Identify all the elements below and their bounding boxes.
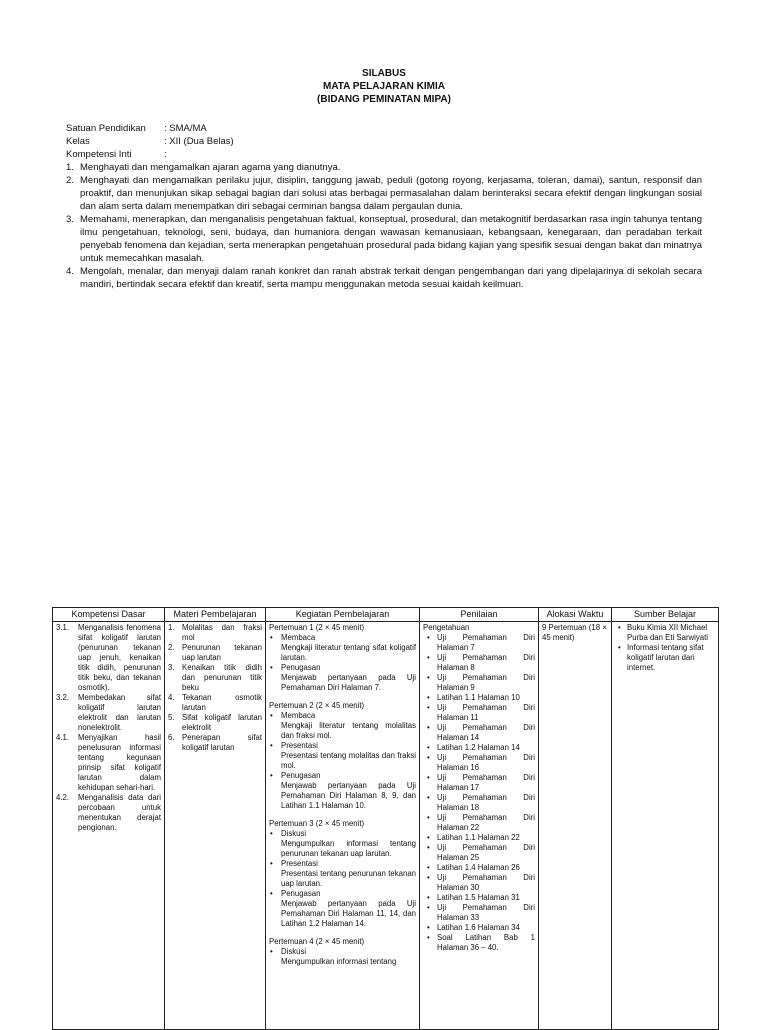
penilaian-item [423, 703, 535, 723]
pertemuan-block [269, 623, 416, 693]
activity-item [269, 633, 416, 643]
bullet-icon: • [427, 813, 430, 822]
penilaian-item [423, 793, 535, 813]
activity-item [269, 741, 416, 751]
sumber-text: Informasi tentang sifat koligatif larutan dari internet. [627, 643, 704, 672]
penilaian-text: Latihan 1.1 Halaman 22 [437, 833, 520, 842]
kd-number: 3.1. [56, 623, 70, 632]
materi-item [168, 733, 262, 753]
kd-number: 4.1. [56, 733, 70, 742]
penilaian-text: Uji Pemahaman Diri Halaman 16 [437, 753, 535, 772]
meta-satuan-value: : SMA/MA [164, 123, 207, 134]
activity-item [269, 771, 416, 781]
activity-name: Membaca [281, 711, 316, 720]
materi-item [168, 663, 262, 693]
bullet-icon: • [270, 889, 273, 898]
penilaian-text: Uji Pemahaman Diri Halaman 7 [437, 633, 535, 652]
penilaian-item [423, 833, 535, 843]
activity-name: Presentasi [281, 859, 318, 868]
penilaian-item [423, 843, 535, 863]
bullet-icon: • [427, 873, 430, 882]
penilaian-text: Latihan 1.5 Halaman 31 [437, 893, 520, 902]
materi-text: Kenaikan titik didih dan penurunan titik beku [182, 663, 262, 692]
bullet-icon: • [618, 643, 621, 652]
penilaian-text: Uji Pemahaman Diri Halaman 9 [437, 673, 535, 692]
bullet-icon: • [427, 903, 430, 912]
bullet-icon: • [270, 859, 273, 868]
penilaian-item [423, 813, 535, 833]
col-header: Materi Pembelajaran [165, 608, 266, 622]
cell-sumber [612, 622, 719, 1030]
kd-text: Menganalisis data dari percobaan untuk menentukan derajat pengionan. [78, 793, 161, 832]
pertemuan-title: Pertemuan 4 (2 × 45 menit) [269, 937, 365, 946]
penilaian-item [423, 923, 535, 933]
penilaian-item [423, 673, 535, 693]
meta-ki-label: Kompetensi Inti [66, 149, 132, 160]
penilaian-text: Latihan 1.2 Halaman 14 [437, 743, 520, 752]
kd-text: Menganalisis fenomena sifat koligatif larutan (penurunan tekanan uap jenuh, kenaikan titik didih, penurunan titik beku, dan tekanan osmotik). [78, 623, 161, 692]
silabus-table [52, 607, 719, 1030]
penilaian-text: Uji Pemahaman Diri Halaman 8 [437, 653, 535, 672]
penilaian-item [423, 693, 535, 703]
kd-number: 3.2. [56, 693, 70, 702]
activity-desc: Mengkaji literatur tentang sifat koligatif larutan. [281, 643, 416, 662]
bullet-icon: • [427, 893, 430, 902]
sumber-item [615, 623, 715, 643]
activity-desc: Menjawab pertanyaan pada Uji Pemahaman Diri Halaman 7. [281, 673, 416, 692]
col-header: Alokasi Waktu [539, 608, 612, 622]
table-header-row [53, 608, 719, 622]
table-row [53, 622, 719, 1030]
pertemuan-title: Pertemuan 1 (2 × 45 menit) [269, 623, 365, 632]
kd-item [56, 693, 161, 733]
penilaian-text: Uji Pemahaman Diri Halaman 14 [437, 723, 535, 742]
materi-text: Penurunan tekanan uap larutan [182, 643, 262, 662]
materi-item [168, 713, 262, 733]
activity-item [269, 663, 416, 673]
meta-satuan [66, 123, 207, 134]
penilaian-text: Uji Pemahaman Diri Halaman 30 [437, 873, 535, 892]
penilaian-item [423, 863, 535, 873]
meta-satuan-label: Satuan Pendidikan [66, 123, 146, 134]
cell-penilaian [420, 622, 539, 1030]
penilaian-text: Uji Pemahaman Diri Halaman 18 [437, 793, 535, 812]
bullet-icon: • [427, 723, 430, 732]
penilaian-text: Soal Latihan Bab 1 Halaman 36 – 40. [437, 933, 535, 952]
penilaian-text: Latihan 1.4 Halaman 26 [437, 863, 520, 872]
meta-kelas [66, 136, 234, 147]
pertemuan-title: Pertemuan 3 (2 × 45 menit) [269, 819, 365, 828]
bullet-icon: • [427, 653, 430, 662]
materi-number: 2. [168, 643, 175, 652]
bullet-icon: • [270, 947, 273, 956]
materi-number: 6. [168, 733, 175, 742]
meta-ki [66, 149, 167, 160]
penilaian-item [423, 743, 535, 753]
col-header: Penilaian [420, 608, 539, 622]
penilaian-heading: Pengetahuan [423, 623, 470, 632]
materi-number: 4. [168, 693, 175, 702]
materi-text: Molalitas dan fraksi mol [182, 623, 262, 642]
penilaian-text: Uji Pemahaman Diri Halaman 22 [437, 813, 535, 832]
penilaian-text: Uji Pemahaman Diri Halaman 11 [437, 703, 535, 722]
penilaian-item [423, 773, 535, 793]
materi-item [168, 693, 262, 713]
bullet-icon: • [427, 843, 430, 852]
doc-subtitle: MATA PELAJARAN KIMIA [322, 81, 446, 92]
penilaian-item [423, 723, 535, 743]
pertemuan-block [269, 937, 416, 967]
materi-text: Sifat koligatif larutan elektrolit [182, 713, 262, 732]
cell-alokasi [539, 622, 612, 1030]
cell-kompetensi-dasar [53, 622, 165, 1030]
bullet-icon: • [427, 753, 430, 762]
bullet-icon: • [427, 743, 430, 752]
materi-text: Penerapan sifat koligatif larutan [182, 733, 262, 752]
activity-item [269, 889, 416, 899]
penilaian-text: Uji Pemahaman Diri Halaman 17 [437, 773, 535, 792]
bullet-icon: • [270, 633, 273, 642]
bullet-icon: • [427, 693, 430, 702]
penilaian-text: Uji Pemahaman Diri Halaman 25 [437, 843, 535, 862]
ki-item: 3. Memahami, menerapkan, dan menganalisis pengetahuan faktual, konseptual, prosedural, dan metakognitif berdasarkan rasa ingin tahunya tentang ilmu pengetahuan, teknologi, seni, budaya, dan humaniora dengan wawasan kemanusiaan, kebangsaan, kenegaraan, dan peradaban terkait penyebab fenomena dan kejadian, serta menerapkan pengetahuan prosedural pada bidang kajian yang spesifik sesuai dengan bakat dan minatnya untuk memecahkan masalah. [66, 214, 702, 264]
activity-item [269, 711, 416, 721]
activity-desc: Mengkaji literatur tentang molalitas dan fraksi mol. [281, 721, 416, 740]
kd-text: Membedakan sifat koligatif larutan elektrolit dan larutan nonelektrolit. [78, 693, 161, 732]
bullet-icon: • [270, 829, 273, 838]
materi-number: 3. [168, 663, 175, 672]
materi-number: 5. [168, 713, 175, 722]
ki-item: 1. Menghayati dan mengamalkan ajaran agama yang dianutnya. [66, 162, 341, 173]
penilaian-item [423, 873, 535, 893]
bullet-icon: • [427, 863, 430, 872]
bullet-icon: • [427, 793, 430, 802]
bullet-icon: • [427, 933, 430, 942]
bullet-icon: • [427, 633, 430, 642]
cell-materi [165, 622, 266, 1030]
col-header: Kegiatan Pembelajaran [266, 608, 420, 622]
materi-item [168, 643, 262, 663]
bullet-icon: • [427, 923, 430, 932]
activity-desc: Menjawab pertanyaan pada Uji Pemahaman Diri Halaman 11, 14, dan Latihan 1.2 Halaman 14. [281, 899, 416, 928]
activity-desc: Menjawab pertanyaan pada Uji Pemahaman Diri Halaman 8, 9, dan Latihan 1.1 Halaman 10. [281, 781, 416, 810]
materi-number: 1. [168, 623, 175, 632]
meta-ki-value: : [164, 149, 167, 160]
activity-name: Membaca [281, 633, 316, 642]
penilaian-text: Latihan 1.1 Halaman 10 [437, 693, 520, 702]
activity-desc: Presentasi tentang molalitas dan fraksi mol. [281, 751, 416, 770]
col-header: Kompetensi Dasar [53, 608, 165, 622]
activity-name: Diskusi [281, 947, 307, 956]
activity-item [269, 947, 416, 957]
pertemuan-title: Pertemuan 2 (2 × 45 menit) [269, 701, 365, 710]
activity-desc: Presentasi tentang penurunan tekanan uap larutan. [281, 869, 416, 888]
penilaian-item [423, 893, 535, 903]
bullet-icon: • [427, 773, 430, 782]
penilaian-item [423, 903, 535, 923]
sumber-text: Buku Kimia XII Michael Purba dan Eti Sarwiyati [627, 623, 709, 642]
bullet-icon: • [270, 771, 273, 780]
ki-item: 4. Mengolah, menalar, dan menyaji dalam ranah konkret dan ranah abstrak terkait dengan pengembangan dari yang dipelajarinya di sekolah secara mandiri, bertindak secara efektif dan kreatif, serta mampu menggunakan metoda sesuai kaidah keilmuan. [66, 266, 702, 290]
materi-item [168, 623, 262, 643]
meta-kelas-value: : XII (Dua Belas) [164, 136, 234, 147]
activity-name: Penugasan [281, 889, 321, 898]
penilaian-item [423, 633, 535, 653]
kd-item [56, 793, 161, 833]
bullet-icon: • [427, 673, 430, 682]
ki-item: 2. Menghayati dan mengamalkan perilaku jujur, disiplin, tanggung jawab, peduli (gotong royong, kerjasama, toleran, damai), santun, responsif dan proaktif, dan menunjukan sikap sebagai bagian dari solusi atas berbagai permasalahan dalam berinteraksi secara efektif dengan lingkungan sosial dan alam serta dalam menempatkan diri sebagai cerminan bangsa dalam pergaulan dunia. [66, 175, 702, 212]
sumber-item [615, 643, 715, 673]
bullet-icon: • [427, 833, 430, 842]
alokasi-text: 9 Pertemuan (18 × 45 menit) [542, 623, 607, 642]
pertemuan-block [269, 819, 416, 929]
kd-item [56, 733, 161, 793]
penilaian-text: Uji Pemahaman Diri Halaman 33 [437, 903, 535, 922]
bullet-icon: • [270, 741, 273, 750]
doc-subtitle-2: (BIDANG PEMINATAN MIPA) [317, 94, 451, 105]
meta-kelas-label: Kelas [66, 136, 90, 147]
doc-title: SILABUS [362, 68, 406, 79]
activity-desc: Mengumpulkan informasi tentang [281, 957, 397, 966]
activity-item [269, 859, 416, 869]
bullet-icon: • [427, 703, 430, 712]
cell-kegiatan [266, 622, 420, 1030]
bullet-icon: • [618, 623, 621, 632]
kd-item [56, 623, 161, 693]
activity-name: Penugasan [281, 663, 321, 672]
penilaian-item [423, 933, 535, 953]
activity-item [269, 829, 416, 839]
kd-text: Menyajikan hasil penelusuran informasi tentang kegunaan prinsip sifat koligatif larutan dalam kehidupan sehari-hari. [78, 733, 161, 792]
bullet-icon: • [270, 663, 273, 672]
activity-name: Diskusi [281, 829, 307, 838]
materi-text: Tekanan osmotik larutan [182, 693, 262, 712]
kd-number: 4.2. [56, 793, 70, 802]
activity-name: Presentasi [281, 741, 318, 750]
penilaian-item [423, 653, 535, 673]
penilaian-text: Latihan 1.6 Halaman 34 [437, 923, 520, 932]
activity-name: Penugasan [281, 771, 321, 780]
pertemuan-block [269, 701, 416, 811]
kompetensi-inti-list [66, 161, 702, 291]
penilaian-item [423, 753, 535, 773]
col-header: Sumber Belajar [612, 608, 719, 622]
bullet-icon: • [270, 711, 273, 720]
activity-desc: Mengumpulkan informasi tentang penurunan tekanan uap larutan. [281, 839, 416, 858]
